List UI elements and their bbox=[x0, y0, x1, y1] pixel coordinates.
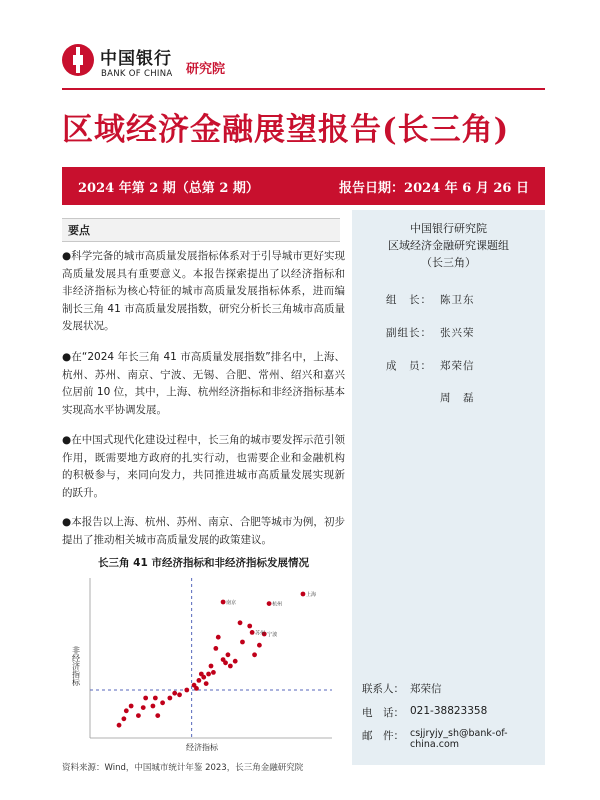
member-name: 周 磊 bbox=[440, 392, 475, 404]
leader-name: 陈卫东 bbox=[440, 294, 475, 306]
key-point-paragraph: ●在中国式现代化建设过程中，长三角的城市要发挥示范引领作用，既需要地方政府的扎实行动，也需要企业和金融机构的积极参与，来同向发力，共同推进城市高质量发展实现新的跃升。 bbox=[62, 434, 345, 499]
y-axis-label: 非经济指标 bbox=[71, 646, 81, 686]
data-point bbox=[250, 630, 255, 635]
scatter-chart bbox=[62, 570, 345, 755]
point-label: 南京 bbox=[226, 600, 237, 606]
data-point bbox=[129, 704, 134, 709]
deputy-name: 张兴荣 bbox=[440, 327, 475, 339]
bank-of-china-logo-icon bbox=[62, 44, 94, 76]
point-label: 宁波 bbox=[267, 632, 278, 638]
data-point bbox=[209, 664, 214, 669]
chart-title: 长三角 41 市经济指标和非经济指标发展情况 bbox=[98, 557, 309, 569]
phone-label: 电 话： bbox=[362, 707, 404, 719]
bank-english-name: BANK OF CHINA bbox=[101, 69, 173, 79]
phone-number: 021-38823358 bbox=[410, 705, 488, 717]
key-point-paragraph: ●在“2024 年长三角 41 市高质量发展指数”排名中，上海、杭州、苏州、南京、宁波、无锡、合肥、常州、绍兴和嘉兴位居前 10 位，其中，上海、杭州经济指标和非经济指标基本实现高水平协调发展。 bbox=[62, 351, 345, 416]
data-point bbox=[117, 723, 122, 728]
data-point bbox=[124, 708, 129, 713]
bank-name: 中国银行 bbox=[100, 49, 172, 69]
data-point bbox=[223, 660, 228, 665]
key-point-paragraph: ●本报告以上海、杭州、苏州、南京、合肥等城市为例，初步提出了推动相关城市高质量发展的政策建议。 bbox=[62, 516, 345, 546]
team-org: 中国银行研究院 bbox=[410, 222, 487, 235]
data-point bbox=[197, 678, 202, 683]
issue-number: 2024 年第 2 期（总第 2 期） bbox=[78, 181, 259, 196]
email-address[interactable]: csjjryjy_sh@bank-of-china.com bbox=[410, 728, 508, 750]
data-point bbox=[172, 691, 177, 696]
data-point bbox=[194, 686, 199, 691]
data-point bbox=[136, 713, 141, 718]
research-team-panel bbox=[352, 210, 545, 765]
data-point bbox=[204, 681, 209, 686]
header-rule bbox=[62, 88, 545, 90]
data-point bbox=[221, 600, 226, 605]
data-point bbox=[267, 601, 272, 606]
data-point bbox=[257, 643, 262, 648]
data-point bbox=[143, 696, 148, 701]
team-group: 区域经济金融研究课题组 bbox=[388, 239, 509, 252]
point-label: 上海 bbox=[305, 592, 316, 598]
x-axis-label: 经济指标 bbox=[186, 743, 218, 752]
report-date: 报告日期：2024 年 6 月 26 日 bbox=[339, 181, 529, 196]
data-point bbox=[228, 664, 233, 669]
leader-role: 组 长： bbox=[386, 294, 432, 306]
data-point bbox=[238, 620, 243, 625]
data-points bbox=[117, 592, 306, 728]
email-label: 邮 件： bbox=[362, 730, 404, 742]
data-point bbox=[160, 700, 165, 705]
data-point bbox=[211, 670, 216, 675]
data-point bbox=[252, 652, 257, 657]
data-point bbox=[201, 675, 206, 680]
data-point bbox=[184, 688, 189, 693]
key-points-header bbox=[62, 218, 340, 242]
data-point bbox=[153, 696, 158, 701]
data-point bbox=[155, 713, 160, 718]
member-name: 郑荣信 bbox=[440, 360, 475, 372]
point-labels bbox=[226, 591, 316, 638]
data-point bbox=[151, 704, 156, 709]
data-point bbox=[213, 646, 218, 651]
key-points-label: 要点 bbox=[68, 224, 90, 237]
report-title: 区域经济金融展望报告(长三角) bbox=[62, 112, 510, 148]
data-point bbox=[240, 640, 245, 645]
data-point bbox=[247, 624, 252, 629]
deputy-role: 副组长： bbox=[386, 327, 432, 339]
data-point bbox=[121, 716, 126, 721]
key-point-paragraph: ●科学完备的城市高质量发展指标体系对于引导城市更好实现高质量发展具有重要意义。本报告探索提出了以经济指标和非经济指标为核心特征的城市高质量发展指标体系，进而编制长三角 41 市高质量发展指数，研究分析长三角城市高质量发展状况。 bbox=[62, 250, 345, 333]
data-point bbox=[216, 635, 221, 640]
contact-label: 联系人： bbox=[362, 683, 404, 695]
point-label: 杭州 bbox=[272, 601, 283, 608]
issue-banner bbox=[62, 167, 545, 205]
data-point bbox=[141, 705, 146, 710]
team-region: （长三角） bbox=[421, 256, 476, 269]
data-point bbox=[206, 672, 211, 677]
chart-source: 资料来源：Wind，中国城市统计年鉴 2023，长三角金融研究院 bbox=[62, 763, 304, 773]
contact-name: 郑荣信 bbox=[410, 683, 442, 695]
data-point bbox=[177, 692, 182, 697]
data-point bbox=[167, 696, 172, 701]
data-point bbox=[226, 652, 231, 657]
data-point bbox=[233, 659, 238, 664]
institute-name: 研究院 bbox=[186, 62, 226, 77]
point-label: 苏州 bbox=[255, 630, 266, 637]
data-point bbox=[301, 592, 306, 597]
member-role: 成 员： bbox=[386, 360, 432, 372]
